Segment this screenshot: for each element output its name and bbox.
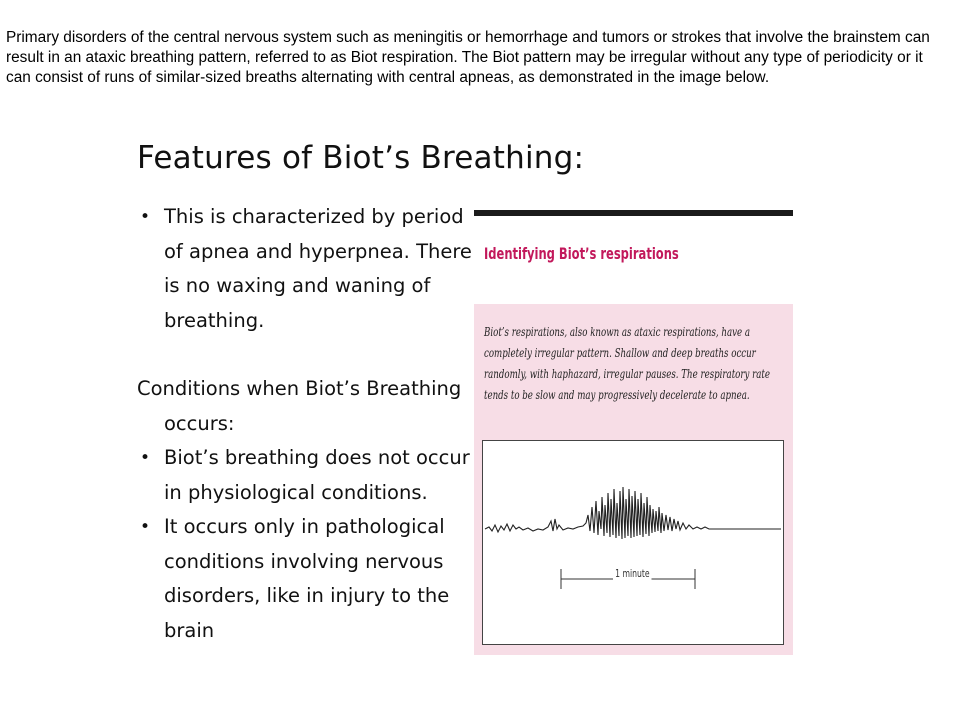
breathing-waveform-plot [482,440,784,645]
features-list [137,200,477,338]
bullet-dot-icon: • [140,517,151,537]
bullet-text-pathological: It occurs only in pathological conditions involving nervous disorders, like in injury to the brain [164,515,450,642]
intro-paragraph: Primary disorders of the central nervous system such as meningitis or hemorrhage and tumors or strokes that involve the brainstem can result in an ataxic breathing pattern, referred to as Biot respiration. The Biot pattern may be irregular without any type of periodicity or it can consist of runs of similar-sized breaths alternating with central apneas, as demonstrated in the image below. [6,29,930,86]
slide-title: Features of Biot’s Breathing: [137,140,585,176]
conditions-heading [137,372,477,441]
conditions-list [137,441,477,648]
bullet-item [137,441,477,510]
figure-title: Identifying Biot’s respirations [484,244,679,263]
respiration-waveform [485,487,781,539]
bullet-text-physiological: Biot’s breathing does not occur in physiological conditions. [164,446,470,504]
conditions-heading-line2: occurs: [164,411,235,435]
figure-description: Biot’s respirations, also known as ataxic respirations, have a completely irregular pattern. Shallow and deep breaths occur randomly, with haphazard, irregular pauses. The respiratory rate tends to be slow and may progressively decelerate to apnea. [484,325,771,402]
conditions-heading-line1: Conditions when Biot’s Breathing [137,377,462,400]
waveform-svg [483,441,783,644]
bullet-dot-icon: • [140,207,151,227]
figure-header [474,216,793,304]
biot-figure [474,210,793,655]
bullet-item [137,510,477,648]
scale-label: 1 minute [613,567,652,580]
bullet-dot-icon: • [140,448,151,468]
bullet-section [137,200,477,648]
bullet-item [137,200,477,338]
bullet-text-apnea-hyperpnea: This is characterized by period of apnea and hyperpnea. There is no waxing and waning of breathing. [164,205,472,332]
